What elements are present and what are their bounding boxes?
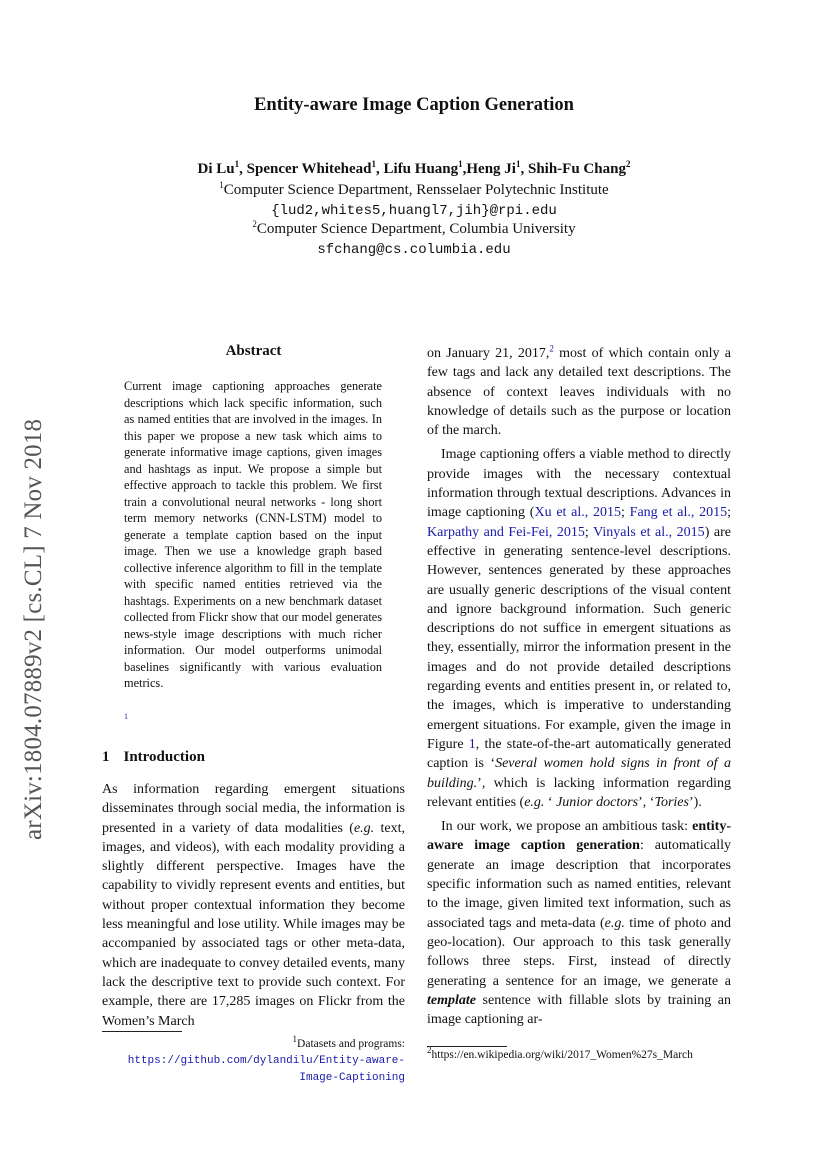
intro-paragraph <box>102 780 405 1031</box>
body-text: As information regarding emergent situations disseminates through social media, the information is presented in a variety of data modalities ( <box>102 782 405 836</box>
github-link[interactable]: https://github.com/dylandilu/Entity-aware-Image-Captioning <box>127 1055 405 1084</box>
footnote-link[interactable]: 2 <box>549 343 554 354</box>
body-text: ’). <box>688 794 702 810</box>
body-text: text, images, and videos), with each modality providing a slightly different perspective. Images have the capability to vividly represent events and entities, but without proper contextual information they become less meaningful and lose utility. While images may be accompanied by associated tags or other meta-data, which are inadequate to convey detailed events, many lack the descriptive text to provide such context. For example, there are 17,285 images on Flickr from the Women’s March <box>102 820 405 1029</box>
body-text: time of photo and geo-location). Our approach to this task generally follows three steps. First, instead of directly generating a sentence for an image, we generate a <box>427 915 731 989</box>
entity-example: Tories <box>654 794 689 810</box>
body-text: sentence with fillable slots by training an image captioning ar- <box>427 992 731 1028</box>
body-text: ; <box>621 505 630 521</box>
author-list <box>0 161 828 178</box>
footnote-text: Datasets and programs: <box>297 1038 405 1050</box>
affiliation-marker: 2 <box>252 219 257 229</box>
body-text: : automatically generate an image description that incorporates specific information such as named entities, relevant to the image, given limited text information, such as associated tags and meta-data ( <box>427 838 731 931</box>
author-name: , Shih-Fu Chang <box>520 161 626 177</box>
affiliation-text: Computer Science Department, Rensselaer Polytechnic Institute <box>223 182 609 198</box>
template-term: template <box>427 992 476 1008</box>
wikipedia-link[interactable]: https://en.wikipedia.org/wiki/2017_Women%27s_March <box>431 1049 693 1061</box>
body-text: on January 21, 2017, <box>427 346 550 361</box>
author-name: , Spencer Whitehead <box>239 161 372 177</box>
body-text: , the state-of-the-art automatically generated caption is ‘ <box>427 736 731 772</box>
abstract-text: Current image captioning approaches generate descriptions which lack specific information, such as named entities that are involved in the images. In this paper we propose a new task which aims to generate informative image captions, given images and hashtags as input. We propose a simple but effective approach to tackle this problem. We first train a convolutional neural networks - long short term memory networks (CNN-LSTM) model to generate a template caption based on the input image. Then we use a knowledge graph based collective inference algorithm to fill in the template with specific named entities retrieved via the hashtags. Experiments on a new benchmark dataset collected from Flickr show that our model generates news-style image descriptions with much richer information. Our model outperforms unimodal baselines significantly with various evaluation metrics. <box>124 379 382 690</box>
body-text: ; <box>584 524 594 540</box>
affiliation-1 <box>0 182 828 199</box>
right-column <box>427 344 731 1029</box>
body-text-italic: e.g. <box>353 820 375 836</box>
citation-link[interactable]: Karpathy and Fei-Fei, 2015 <box>427 524 585 540</box>
body-text: most of which contain only a few tags and lack any detailed text descriptions. The absence of context leaves individuals with no knowledge of details such as the purpose or location of the march. <box>427 346 731 439</box>
section-heading-introduction <box>102 749 205 766</box>
body-text: ) are effective in generating sentence-level descriptions. However, sentences generated by these approaches are usually generic descriptions of the visual content and ignore background information. Such generic descriptions do not suffice in emergent situations as they, essentially, mirror the information present in the images and do not provide detailed descriptions regarding events and entities present in, or related to, the images, which is imperative to understanding emergent situations. For example, given the image in Figure <box>427 524 731 752</box>
paragraph <box>427 817 731 1029</box>
email-rpi: {lud2,whites5,huangl7,jih}@rpi.edu <box>271 203 557 219</box>
arxiv-identifier: arXiv:1804.07889v2 [cs.CL] 7 Nov 2018 <box>20 418 47 840</box>
citation-link[interactable]: Vinyals et al., 2015 <box>593 524 705 540</box>
footnote-rule <box>102 1031 182 1032</box>
citation-link[interactable]: Fang et al., 2015 <box>629 505 728 521</box>
affiliation-marker: 1 <box>234 159 240 169</box>
paragraph <box>427 344 731 440</box>
figure-reference-link[interactable]: 1 <box>468 736 476 752</box>
affiliation-marker: 2 <box>625 159 631 169</box>
email-columbia: sfchang@cs.columbia.edu <box>317 242 511 258</box>
paragraph <box>427 445 731 812</box>
body-text-italic: e.g. <box>604 915 625 931</box>
section-title: Introduction <box>123 749 205 765</box>
footnote-2 <box>427 1045 731 1061</box>
affiliation-marker: 1 <box>458 159 463 169</box>
body-text: ’, which is lacking information regarding relevant entities ( <box>427 775 731 810</box>
footnote-marker: 2 <box>427 1045 432 1056</box>
affiliation-marker: 1 <box>371 159 377 169</box>
task-name: entity-aware image caption generation <box>427 819 731 854</box>
affiliation-2 <box>0 221 828 238</box>
body-text-italic: e.g. <box>524 794 545 810</box>
body-text: ’, ‘ <box>638 794 655 810</box>
quoted-caption: Several women hold signs in front of a building. <box>427 756 731 791</box>
entity-example: Junior doctors <box>556 794 639 810</box>
abstract-heading: Abstract <box>225 343 282 359</box>
body-text: ; <box>727 505 732 521</box>
body-text: In our work, we propose an ambitious task: <box>441 819 693 835</box>
body-text: ‘ <box>544 794 557 810</box>
body-text: Image captioning offers a viable method to directly provide images with the necessary contextual information through textual descriptions. Advances in image captioning ( <box>427 447 731 521</box>
citation-link[interactable]: Xu et al., 2015 <box>534 505 622 521</box>
author-name: Di Lu <box>197 161 235 177</box>
footnote-rule <box>427 1046 507 1047</box>
author-name: ,Heng Ji <box>462 161 516 177</box>
footnote-1 <box>102 1036 405 1086</box>
affiliation-marker: 1 <box>515 159 521 169</box>
affiliation-text: Computer Science Department, Columbia University <box>256 221 576 237</box>
affiliation-marker: 1 <box>219 180 224 190</box>
footnote-marker: 1 <box>292 1034 298 1045</box>
paper-title: Entity-aware Image Caption Generation <box>254 95 574 115</box>
author-name: , Lifu Huang <box>376 161 459 177</box>
section-number: 1 <box>102 749 110 765</box>
abstract-footnote-link[interactable]: 1 <box>124 712 128 721</box>
